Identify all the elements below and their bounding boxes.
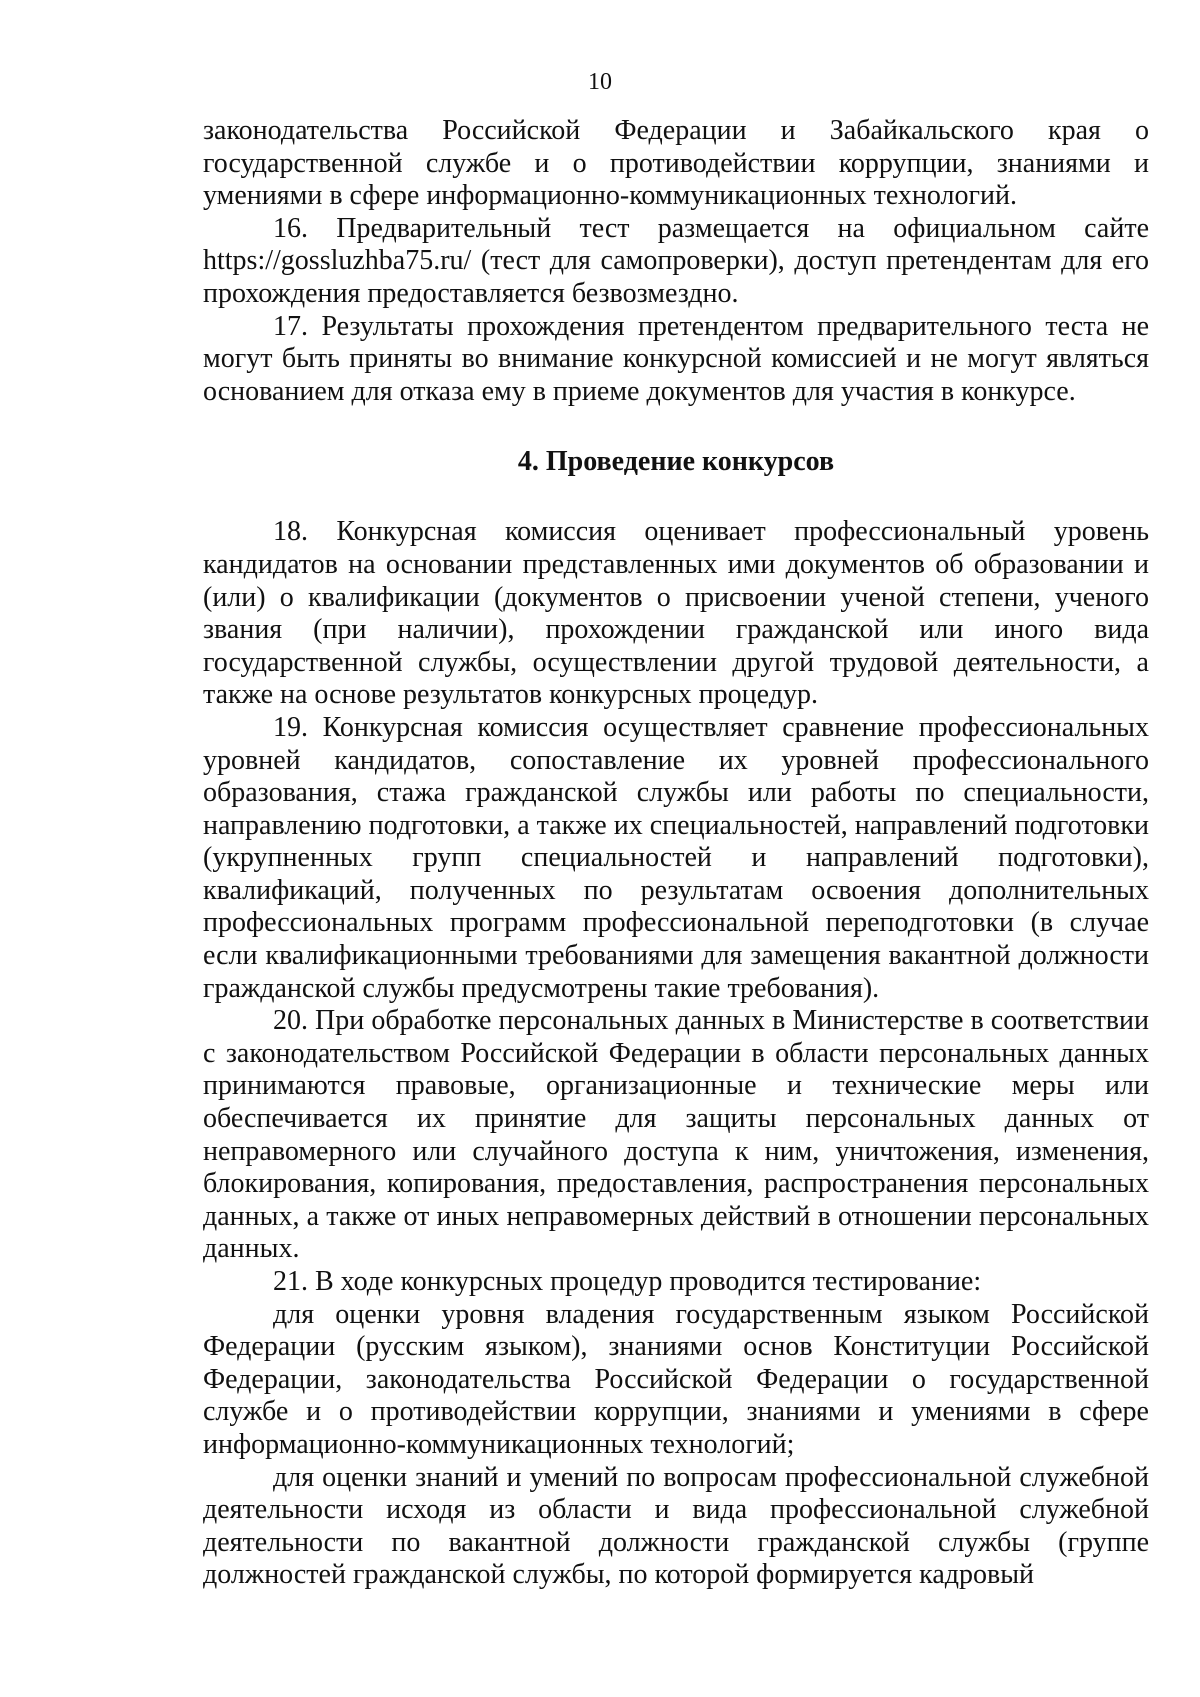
paragraph-20: 20. При обработке персональных данных в Министерстве в соответствии с законодательством Российской Федерации в области персональных данных принимаются правовые, организационные и технические меры или обеспечивается их принятие для защиты персональных данных от неправомерного или случайного доступа к ним, уничтожения, изменения, блокирования, копирования, предоставления, распространения персональных данных, а также от иных неправомерных действий в отношении персональных данных. <box>203 1005 1149 1265</box>
paragraph-16: 16. Предварительный тест размещается на официальном сайте https://gossluzhba75.ru/ (тест для самопроверки), доступ претендентам для его прохождения предоставляется безвозмездно. <box>203 212 1149 309</box>
paragraph-17: 17. Результаты прохождения претендентом предварительного теста не могут быть приняты во внимание конкурсной комиссией и не могут являться основанием для отказа ему в приеме документов для участия в конкурсе. <box>203 310 1149 407</box>
paragraph-21-item-2: для оценки знаний и умений по вопросам профессиональной служебной деятельности исходя из области и вида профессиональной служебной деятельности по вакантной должности гражданской службы (группе должностей гражданской службы, по которой формируется кадровый <box>203 1461 1149 1591</box>
paragraph-19: 19. Конкурсная комиссия осуществляет сравнение профессиональных уровней кандидатов, сопоставление их уровней профессионального образования, стажа гражданской службы или работы по специальности, направлению подготовки, а также их специальностей, направлений подготовки (укрупненных групп специальностей и направлений подготовки), квалификаций, полученных по результатам освоения дополнительных профессиональных программ профессиональной переподготовки (в случае если квалификационными требованиями для замещения вакантной должности гражданской службы предусмотрены такие требования). <box>203 711 1149 1004</box>
document-body <box>203 115 1149 1592</box>
paragraph-21: 21. В ходе конкурсных процедур проводится тестирование: <box>273 1266 982 1297</box>
page-number: 10 <box>588 69 612 95</box>
section-heading: 4. Проведение конкурсов <box>517 446 835 478</box>
paragraph-continuation: законодательства Российской Федерации и Забайкальского края о государственной службе и о противодействии коррупции, знаниями и умениями в сфере информационно-коммуникационных технологий. <box>203 115 1149 212</box>
paragraph-18: 18. Конкурсная комиссия оценивает профессиональный уровень кандидатов на основании представленных ими документов об образовании и (или) о квалификации (документов о присвоении ученой степени, ученого звания (при наличии), прохождении гражданской или иного вида государственной службы, осуществлении другой трудовой деятельности, а также на основе результатов конкурсных процедур. <box>203 516 1149 711</box>
paragraph-21-item-1: для оценки уровня владения государственным языком Российской Федерации (русским языком), знаниями основ Конституции Российской Федерации, законодательства Российской Федерации о государственной службе и о противодействии коррупции, знаниями и умениями в сфере информационно-коммуникационных технологий; <box>203 1298 1149 1460</box>
